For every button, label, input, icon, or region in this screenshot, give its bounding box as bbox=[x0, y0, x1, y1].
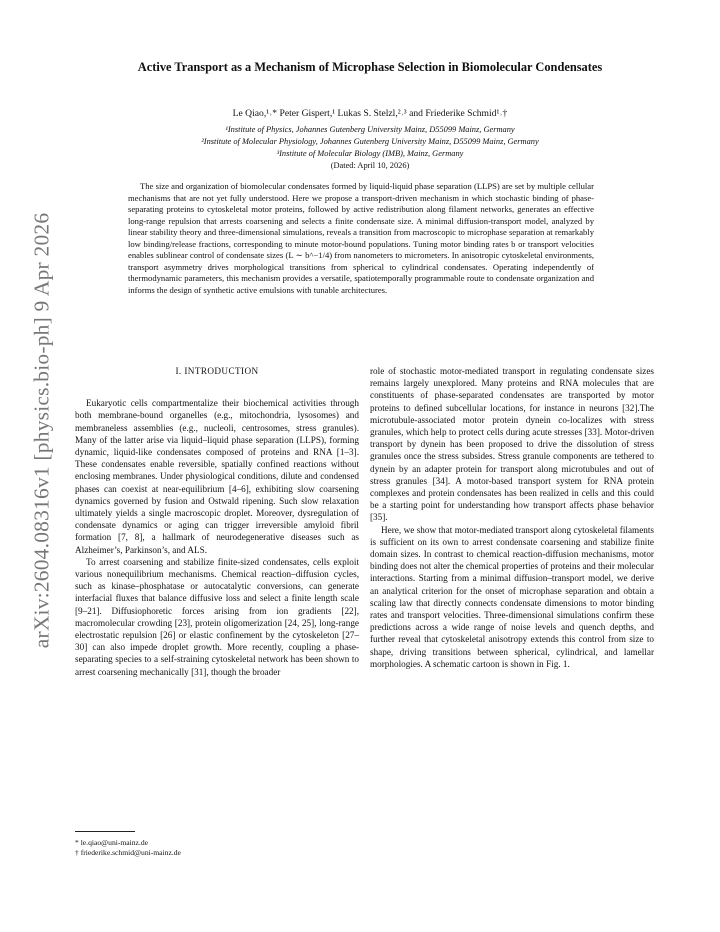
author-list: Le Qiao,¹˒* Peter Gispert,¹ Lukas S. Stelzl,²˒³ and Friederike Schmid¹˒† bbox=[232, 108, 508, 119]
affiliations-block bbox=[100, 124, 640, 172]
paragraph: Eukaryotic cells compartmentalize their biochemical activities through both membrane-bound organelles (e.g., mitochondria, lysosomes) and membraneless assemblies (e.g., nucleoli, centrosomes, stress granules). Many of the latter arise via liquid–liquid phase separation (LLPS), forming dynamic, liquid-like condensates composed of proteins and RNA [1–3]. These condensates enable reversible, spatially confined reactions without enclosing membranes. Under physiological conditions, dilute and condensed phases can coexist at near-equilibrium [4–6], exhibiting slow coarsening dynamics governed by fusion and Ostwald ripening. Such slow relaxation ultimately yields a single macroscopic droplet. Moreover, dysregulation of condensate dynamics or aging can trigger irreversible amyloid fibril formation [7, 8], a hallmark of neurodegenerative diseases such as Alzheimer’s, Parkinson’s, and ALS. bbox=[75, 398, 359, 555]
footnote-divider bbox=[75, 831, 135, 832]
affiliation-1: ¹Institute of Physics, Johannes Gutenberg University Mainz, D55099 Mainz, Germany bbox=[225, 125, 515, 134]
left-column bbox=[75, 365, 359, 678]
footnotes bbox=[75, 838, 375, 858]
affiliation-3: ³Institute of Molecular Biology (IMB), Mainz, Germany bbox=[276, 149, 464, 158]
footnote-email-2: † friederike.schmid@uni-mainz.de bbox=[75, 848, 181, 857]
paragraph: role of stochastic motor-mediated transport in regulating condensate sizes remains largely unexplored. Many proteins and RNA molecules that are constituents of phase-separated condensates are transported by motor proteins to defined subcellular locations, for instance in neurons [32].The microtubule-associated motor protein dynein co-localizes with stress granules, which help to protect cells during acute stresses [33]. Motor-driven transport by dynein has been proposed to drive the dissolution of stress granules once the stress subsides. Stress granule components are tethered to dynein by an adapter protein for transport along microtubules and out of stress granules [34]. A motor-based transport system for RNA protein complexes and protein condensates has been realized in cells and this could be a starting point for understanding how transport affects phase behavior [35]. bbox=[370, 366, 654, 523]
paper-title: Active Transport as a Mechanism of Microphase Selection in Biomolecular Condensates bbox=[137, 60, 603, 74]
footnote-email-1: * le.qiao@uni-mainz.de bbox=[75, 838, 148, 847]
arxiv-sidebar-stamp bbox=[12, 190, 72, 670]
section-heading: I. INTRODUCTION bbox=[175, 366, 259, 376]
right-column bbox=[370, 365, 654, 670]
arxiv-identifier: arXiv:2604.08316v1 [physics.bio-ph] 9 Apr 2026 bbox=[29, 212, 54, 648]
dated-line: (Dated: April 10, 2026) bbox=[330, 161, 410, 170]
affiliation-2: ²Institute of Molecular Physiology, Johannes Gutenberg University Mainz, D55099 Mainz, Germany bbox=[201, 137, 539, 146]
paragraph: Here, we show that motor-mediated transport along cytoskeletal filaments is sufficient on its own to arrest condensate coarsening and stabilize finite domain sizes. In contrast to chemical reaction-diffusion mechanisms, motor binding does not alter the chemical properties of proteins and their molecular interactions. Starting from a minimal diffusion–transport model, we derive an analytical criterion for the onset of microphase separation and obtain a scaling law that directly connects condensate dimensions to motor binding rates and transport velocities. Three-dimensional simulations confirm these predictions across a wide range of noise levels and quench depths, and further reveal that cytoskeletal anisotropy extends this control from size to shape, driving transitions between spherical, cylindrical, and lamellar morphologies. A schematic cartoon is shown in Fig. 1. bbox=[370, 524, 654, 669]
paragraph: To arrest coarsening and stabilize finite-sized condensates, cells exploit various nonequilibrium mechanisms. Chemical reaction–diffusion cycles, such as kinase–phosphatase or autocatalytic conversions, can generate interfacial fluxes that balance diffusive loss and select a finite length scale [9–21]. Diffusiophoretic forces arising from ion gradients [22], macromolecular crowding [23], protein oligomerization [24, 25], long-range electrostatic repulsion [26] or elastic confinement by the cytoskeleton [27–30] can also impede droplet growth. More recently, coupling a phase-separating species to a self-straining cytoskeletal network has been shown to arrest coarsening mechanically [31], though the broader bbox=[75, 556, 359, 677]
abstract: The size and organization of biomolecular condensates formed by liquid-liquid phase separation (LLPS) are set by multiple cellular mechanisms that are not yet fully understood. Here we propose a transport-driven mechanism in which stochastic binding of phase-separating proteins to cytoskeletal motor proteins, followed by active redistribution along filament networks, generates an effective long-range repulsion that arrests coarsening and selects a finite condensate size. A minimal diffusion-transport model, analyzed by linear stability theory and three-dimensional simulations, reveals a transition from macroscopic to microphase separation at remarkably low binding/release fractions, corresponding to minute motor-bound populations. Tuning motor binding rates b or transport velocities enables sublinear control of condensate sizes (L ∼ b^−1/4) from nanometers to micrometers. In anisotropic cytoskeletal environments, transport asymmetry drives morphological transitions from spherical to cylindrical condensates. Operating independently of thermodynamic parameters, this mechanism provides a versatile, spatiotemporally programmable route to condensate organization and informs the design of synthetic active emulsions with tunable architectures. bbox=[128, 181, 594, 295]
